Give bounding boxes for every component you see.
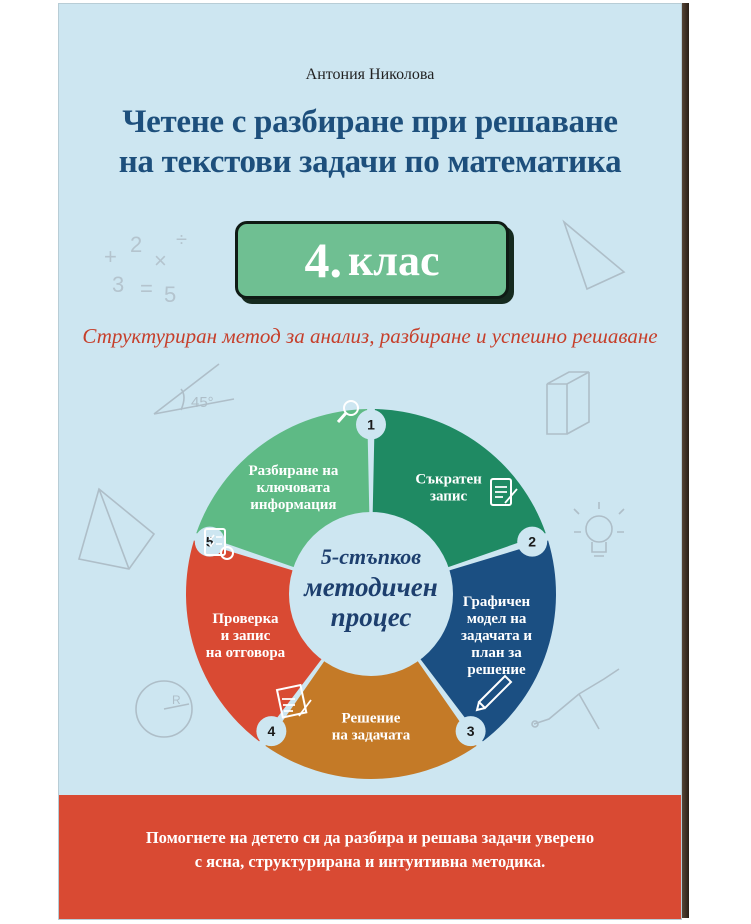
process-wheel	[59, 4, 681, 794]
svg-text:÷: ÷	[176, 229, 187, 251]
step-label-4: Решение на задачата	[331, 710, 411, 744]
bottom-tagline-line-1: Помогнете на детето си да разбира и решава задачи уверено	[145, 828, 595, 847]
svg-text:=: =	[140, 276, 153, 301]
svg-text:+: +	[104, 244, 117, 269]
circle-label: R	[172, 693, 181, 707]
step-number-3: 3	[466, 723, 475, 740]
center-label-line-1: 5-стъпков	[320, 544, 422, 569]
step-label-3: Графичен модел на задачата и план за решение	[461, 593, 533, 678]
center-label-line-2: методичен	[304, 572, 438, 602]
bottom-tagline	[79, 826, 661, 874]
book-spine	[681, 3, 689, 918]
step-label-2: Съкратен запис	[415, 471, 482, 505]
step-number-2: 2	[528, 533, 537, 550]
step-label-5: Проверка и запис на отговора	[205, 610, 286, 661]
step-label-1: Разбиране на ключовата информация	[248, 463, 339, 514]
title-line-2: на текстови задачи по математика	[118, 144, 622, 180]
book-cover	[58, 3, 682, 920]
bottom-tagline-line-2: с ясна, структурирана и интуитивна методика.	[194, 852, 546, 871]
subtitle: Структуриран метод за анализ, разбиране и успешно решаване	[82, 324, 658, 348]
svg-text:×: ×	[154, 248, 167, 273]
step-number-4: 4	[267, 723, 276, 740]
step-number-5: 5	[205, 533, 214, 550]
angle-label: 45°	[191, 394, 214, 411]
svg-text:5: 5	[164, 282, 177, 307]
title-line-1: Четене с разбиране при решаване	[122, 104, 618, 140]
grade-word: клас	[347, 235, 440, 285]
center-label-line-3: процес	[330, 602, 412, 632]
svg-text:3: 3	[112, 272, 125, 297]
author-name: Антония Николова	[305, 66, 435, 83]
grade-number: 4.	[304, 232, 342, 288]
svg-text:2: 2	[130, 232, 143, 257]
step-number-1: 1	[367, 416, 375, 433]
